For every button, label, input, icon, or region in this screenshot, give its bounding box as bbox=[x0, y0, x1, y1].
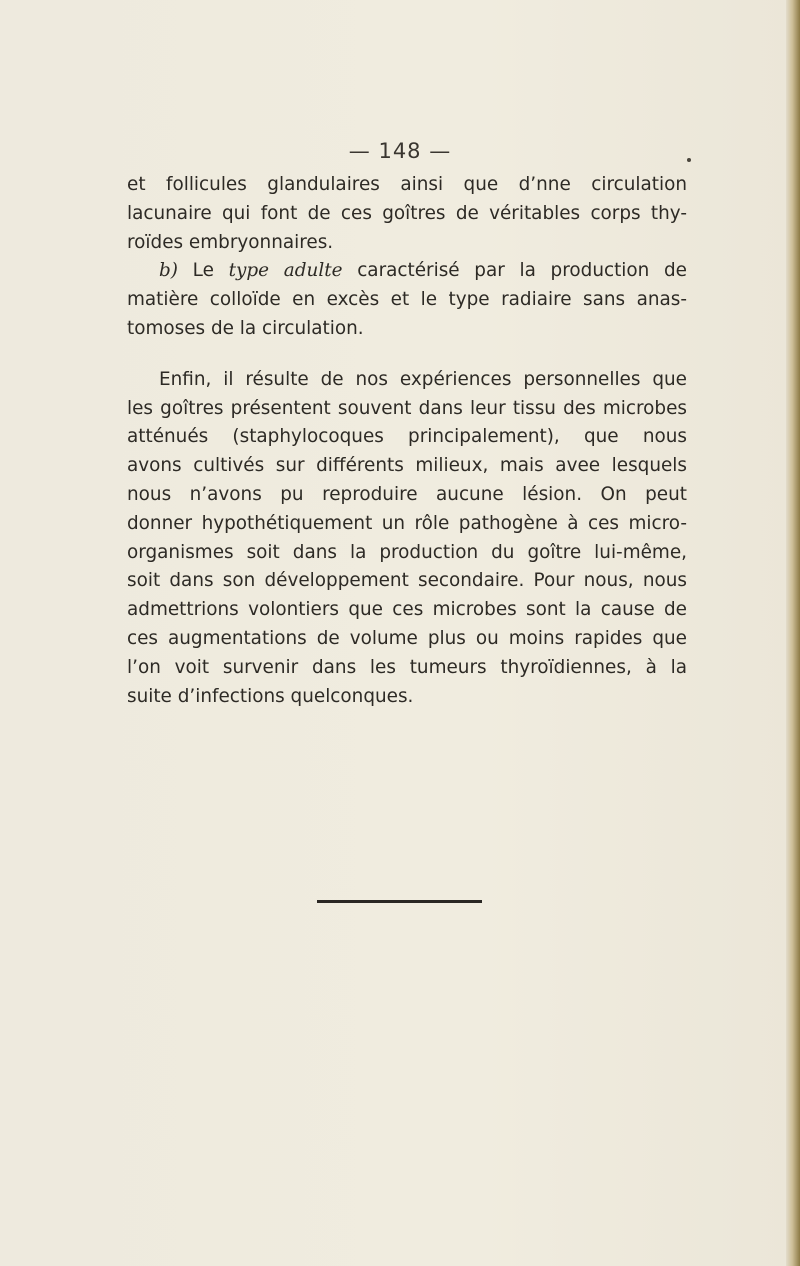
paragraph-2 bbox=[127, 257, 687, 343]
paragraph-3 bbox=[127, 366, 687, 712]
text-fragment: caractérisé par la production de bbox=[357, 260, 687, 282]
text-line: ces augmentations de volume plus ou moins rapides que bbox=[127, 627, 687, 649]
page-number: — 148 — bbox=[348, 139, 452, 163]
paragraph-gap bbox=[127, 344, 687, 366]
text-line: et follicules glandulaires ainsi que d’nne circulation bbox=[127, 174, 687, 195]
text-fragment: Le bbox=[192, 260, 214, 282]
text-line: donner hypothétiquement un rôle pathogène à ces micro- bbox=[127, 512, 687, 534]
text-line: atténués (staphylocoques principalement), que nous bbox=[127, 426, 687, 448]
text-line bbox=[127, 257, 687, 286]
list-label: b) bbox=[159, 260, 178, 282]
text-line: nous n’avons pu reproduire aucune lésion. On peut bbox=[127, 483, 687, 505]
end-rule bbox=[317, 900, 482, 903]
text-line: lacunaire qui font de ces goîtres de véritables corps thy- bbox=[127, 202, 687, 224]
paragraph-1 bbox=[127, 171, 687, 257]
text-line: les goîtres présentent souvent dans leur tissu des microbes bbox=[127, 397, 687, 419]
text-line: admettrions volontiers que ces microbes sont la cause de bbox=[127, 599, 687, 621]
page-edge-shadow bbox=[786, 0, 800, 1266]
text-line: tomoses de la circulation. bbox=[127, 317, 364, 339]
text-line: Enfin, il résulte de nos expériences personnelles que bbox=[159, 368, 687, 390]
text-line: l’on voit survenir dans les tumeurs thyroïdiennes, à la bbox=[127, 656, 687, 678]
text-line: roïdes embryonnaires. bbox=[127, 231, 334, 253]
text-line: soit dans son développement secondaire. Pour nous, nous bbox=[127, 570, 687, 592]
text-line: avons cultivés sur différents milieux, mais avee lesquels bbox=[127, 455, 687, 477]
text-line: matière colloïde en excès et le type radiaire sans anas- bbox=[127, 289, 687, 311]
body-text bbox=[127, 171, 687, 711]
text-line: suite d’infections quelconques. bbox=[127, 685, 414, 707]
emphasis-type-adulte: type adulte bbox=[228, 260, 343, 282]
text-line: organismes soit dans la production du goître lui-même, bbox=[127, 541, 687, 563]
